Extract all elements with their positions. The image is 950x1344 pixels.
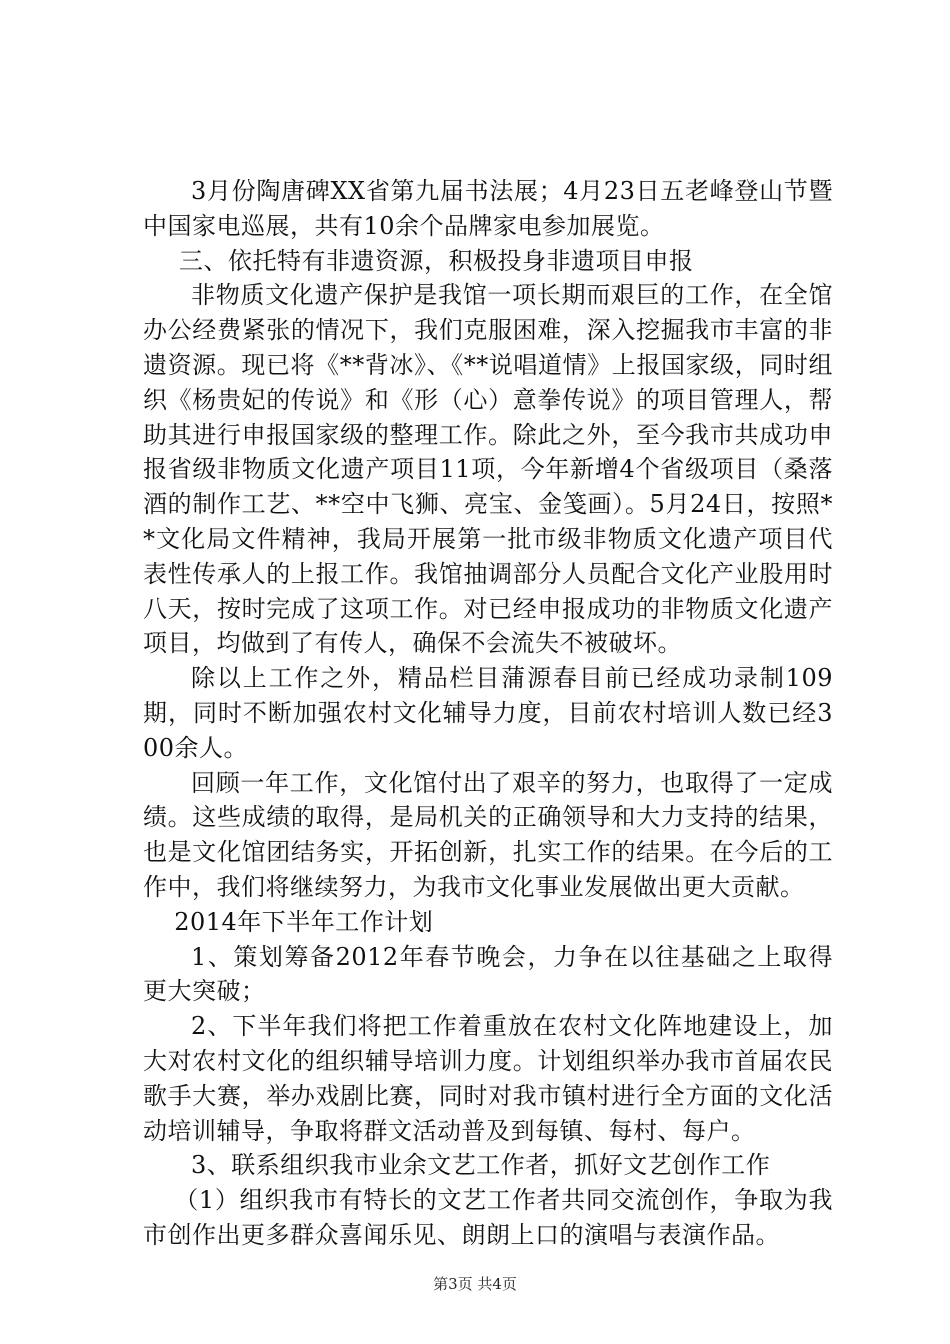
plan-item-2: 2、下半年我们将把工作着重放在农村文化阵地建设上，加大对农村文化的组织辅导培训力度。计划组织举办我市首届农民歌手大赛，举办戏剧比赛，同时对我市镇村进行全方面的文化活动培训辅导，争取将群文活动普及到每镇、每村、每户。 — [143, 1012, 833, 1145]
section-heading-work-plan: 2014年下半年工作计划 — [174, 907, 434, 936]
paragraph-year-review: 回顾一年工作，文化馆付出了艰辛的努力，也取得了一定成绩。这些成绩的取得，是局机关的正确领导和大力支持的结果，也是文化馆团结务实，开拓创新，扎实工作的结果。在今后的工作中，我们将继续努力，为我市文化事业发展做出更大贡献。 — [143, 768, 833, 901]
plan-item-1: 1、策划筹备2012年春节晚会，力争在以往基础之上取得更大突破； — [143, 942, 833, 1006]
document-body — [143, 174, 833, 1253]
plan-item-3: 3、联系组织我市业余文艺工作者，抓好文艺创作工作 — [191, 1151, 771, 1180]
section-heading-intangible-heritage: 三、依托特有非遗资源，积极投身非遗项目申报 — [179, 246, 694, 275]
paragraph-exhibitions: 3月份陶唐碑XX省第九届书法展；4月23日五老峰登山节暨中国家电巡展，共有10余个品牌家电参加展览。 — [143, 177, 833, 240]
paragraph-program-recording: 除以上工作之外，精品栏目蒲源春目前已经成功录制109期，同时不断加强农村文化辅导力度，目前农村培训人数已经300余人。 — [143, 664, 833, 762]
page-footer: 第3页 共4页 — [433, 1275, 517, 1293]
paragraph-heritage-protection: 非物质文化遗产保护是我馆一项长期而艰巨的工作，在全馆办公经费紧张的情况下，我们克服困难，深入挖掘我市丰富的非遗资源。现已将《**背冰》、《**说唱道情》上报国家级，同时组织《杨贵妃的传说》和《形（心）意拳传说》的项目管理人，帮助其进行申报国家级的整理工作。除此之外，至今我市共成功申报省级非物质文化遗产项目11项，今年新增4个省级项目（桑落酒的制作工艺、**空中飞狮、亮宝、金笺画）。5月24日，按照**文化局文件精神，我局开展第一批市级非物质文化遗产项目代表性传承人的上报工作。我馆抽调部分人员配合文化产业股用时八天，按时完成了这项工作。对已经申报成功的非物质文化遗产项目，均做到了有传人，确保不会流失不被破坏。 — [143, 281, 833, 658]
plan-subitem-3-1: （1）组织我市有特长的文艺工作者共同交流创作，争取为我市创作出更多群众喜闻乐见、朗朗上口的演唱与表演作品。 — [143, 1186, 833, 1249]
